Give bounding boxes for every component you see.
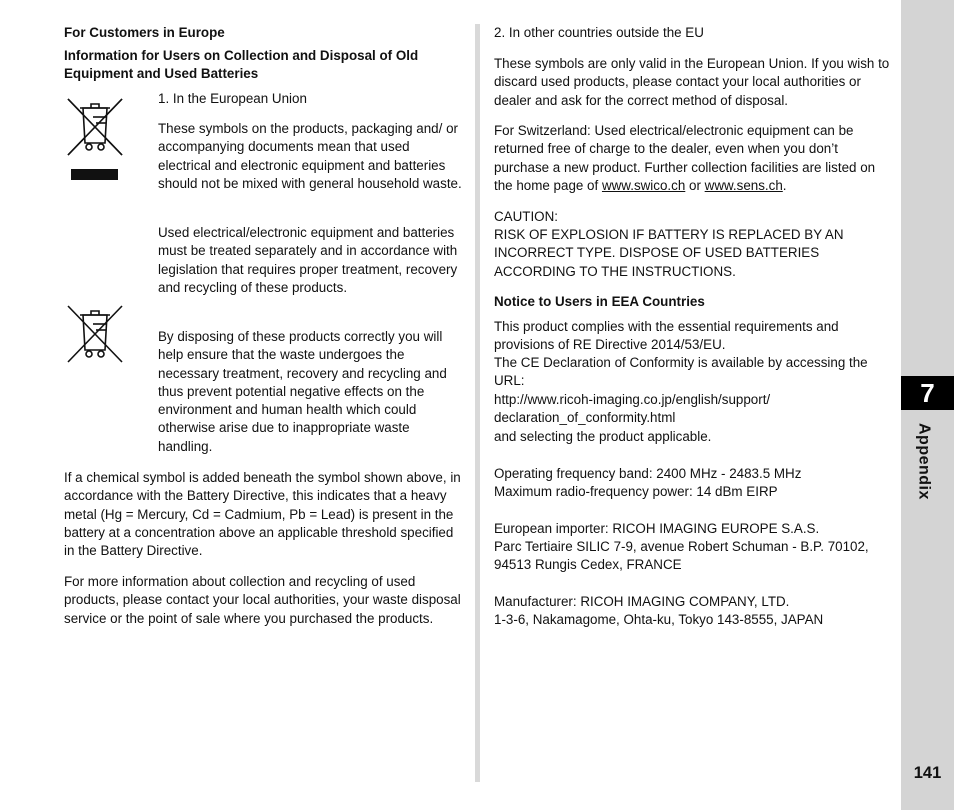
- chemical-symbol-para: If a chemical symbol is added beneath the symbol shown above, in accordance with the Battery Directive, this indicates that a heavy metal (Hg = Mercury, Cd = Cadmium, Pb = Lead) is present in the battery at a concentration above an applicable threshold specified in the Battery Directive.: [64, 470, 461, 559]
- bin-underline-bar: [71, 169, 118, 180]
- max-power: Maximum radio-frequency power: 14 dBm EIRP: [494, 484, 778, 499]
- importer-line3: 94513 Rungis Cedex, FRANCE: [494, 557, 682, 572]
- page-number: 141: [913, 764, 942, 782]
- manufacturer-line1: Manufacturer: RICOH IMAGING COMPANY, LTD.: [494, 594, 790, 609]
- subheading-line1: Information for Users on Collection and Disposal of Old: [64, 48, 419, 63]
- frequency-band: Operating frequency band: 2400 MHz - 2483.5 MHz: [494, 466, 802, 481]
- outside-eu-para: These symbols are only valid in the European Union. If you wish to discard used products, please contact your local authorities or dealer and ask for the correct method of disposal.: [494, 56, 890, 108]
- importer-line2: Parc Tertiaire SILIC 7-9, avenue Robert Schuman - B.P. 70102,: [494, 539, 869, 554]
- switzerland-para: [494, 122, 890, 195]
- eu-para1: These symbols on the products, packaging and/ or accompanying documents mean that used electrical and electronic equipment and batteries should not be mixed with general household waste.: [158, 121, 462, 191]
- section-heading: For Customers in Europe: [64, 25, 225, 40]
- sens-link[interactable]: www.sens.ch: [704, 177, 783, 193]
- crossed-out-bin-icon-plain: [64, 302, 126, 366]
- select-product-line: and selecting the product applicable.: [494, 429, 712, 444]
- ce-declaration: The CE Declaration of Conformity is available by accessing the URL:: [494, 355, 868, 389]
- eu-label: 1. In the European Union: [158, 91, 307, 106]
- importer-line1: European importer: RICOH IMAGING EUROPE S.A.S.: [494, 521, 820, 536]
- caution-text: RISK OF EXPLOSION IF BATTERY IS REPLACED BY AN INCORRECT TYPE. DISPOSE OF USED BATTERIES ACCORDING TO THE INSTRUCTIONS.: [494, 227, 844, 279]
- section-label-text: Appendix: [915, 423, 933, 500]
- eu-para2: Used electrical/electronic equipment and batteries must be treated separately and in accordance with legislation that requires proper treatment, recovery and recycling of these products.: [158, 225, 458, 295]
- manufacturer-line2: 1-3-6, Nakamagome, Ohta-ku, Tokyo 143-8555, JAPAN: [494, 612, 824, 627]
- crossed-out-bin-icon: [64, 95, 126, 159]
- switzerland-end: .: [782, 177, 787, 193]
- switzerland-or: or: [685, 177, 705, 193]
- column-divider: [475, 24, 480, 782]
- eu-para3: By disposing of these products correctly you will help ensure that the waste undergoes the necessary treatment, recovery and recycling and thus prevent potential negative effects on the environment and human health which could otherwise arise due to inappropriate waste handling.: [158, 329, 447, 454]
- url-line1: http://www.ricoh-imaging.co.jp/english/support/: [494, 392, 771, 407]
- eea-compliance: This product complies with the essential requirements and provisions of RE Directive 2014/53/EU.: [494, 319, 839, 353]
- subheading-line2: Equipment and Used Batteries: [64, 66, 259, 81]
- eea-heading: Notice to Users in EEA Countries: [494, 294, 705, 309]
- swico-link[interactable]: www.swico.ch: [601, 177, 686, 193]
- chapter-number: 7: [920, 378, 935, 408]
- outside-eu-label: 2. In other countries outside the EU: [494, 25, 704, 40]
- url-line2: declaration_of_conformity.html: [494, 410, 676, 425]
- more-info-para: For more information about collection and recycling of used products, please contact your local authorities, your waste disposal service or the point of sale where you purchased the products.: [64, 574, 461, 626]
- section-label: [914, 423, 938, 507]
- caution-label: CAUTION:: [494, 209, 558, 224]
- switzerland-text: For Switzerland: Used electrical/electronic equipment can be returned free of charge to the dealer, even when you don’t purchase a new product. Further collection facilities are listed on the home page of: [494, 123, 876, 193]
